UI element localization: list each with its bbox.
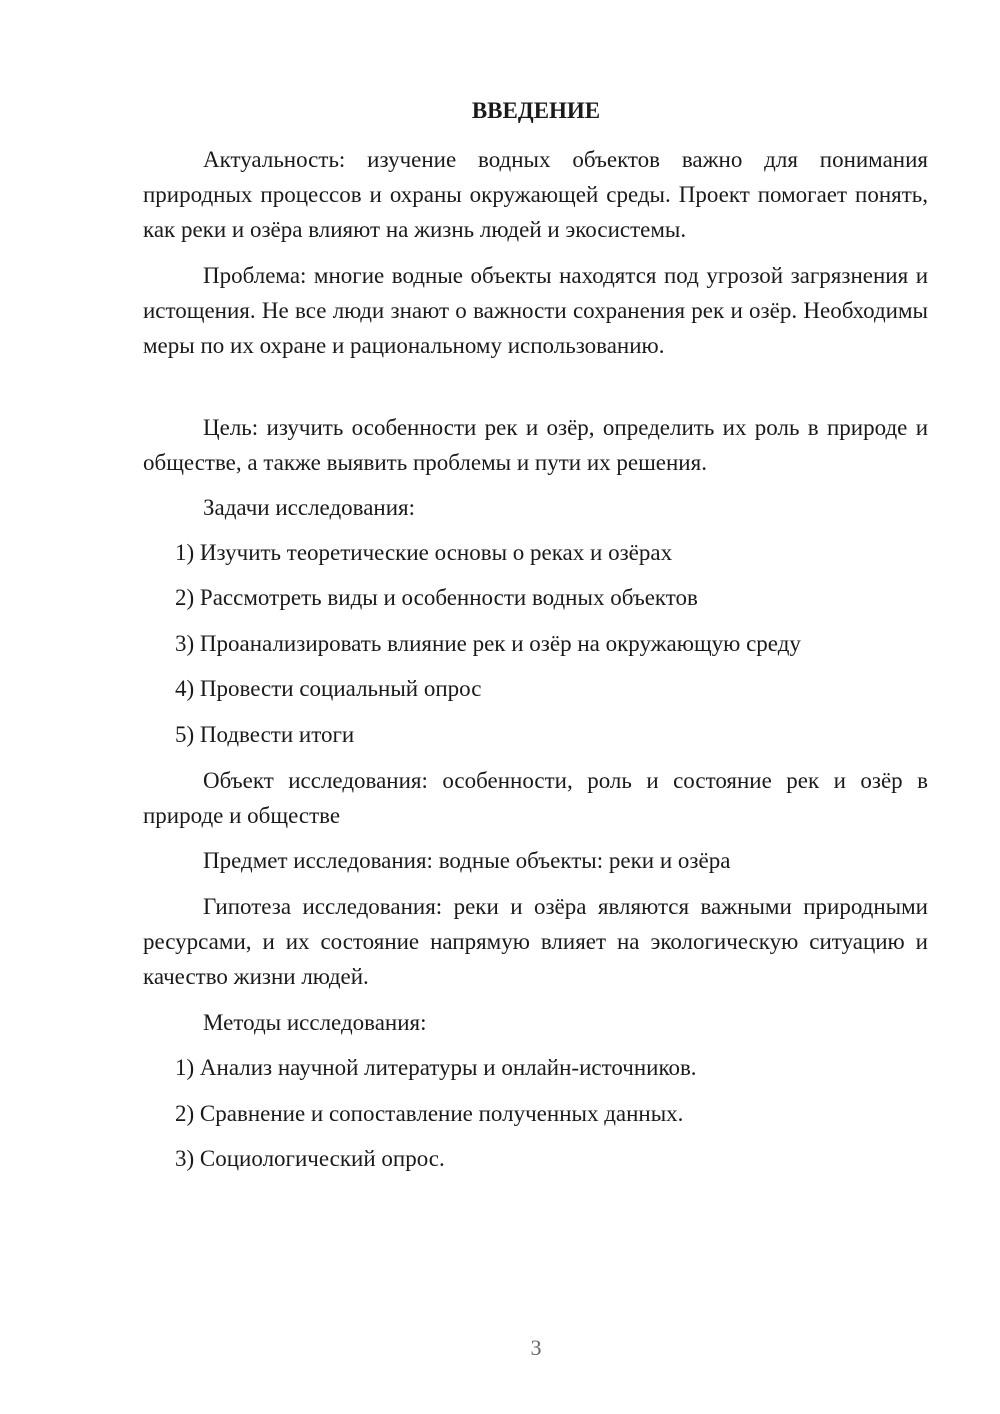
task-item: 3) Проанализировать влияние рек и озёр на окружающую среду (175, 631, 801, 656)
object-paragraph: Объект исследования: особенности, роль и состояние рек и озёр в природе и обществе (143, 768, 928, 828)
page-number: 3 (530, 1335, 542, 1360)
task-item: 5) Подвести итоги (175, 722, 355, 747)
page-title: ВВЕДЕНИЕ (471, 98, 601, 123)
task-item: 2) Рассмотреть виды и особенности водных объектов (175, 585, 698, 610)
method-item: 3) Социологический опрос. (175, 1146, 445, 1171)
methods-heading: Методы исследования: (203, 1010, 427, 1035)
problem-paragraph: Проблема: многие водные объекты находятся под угрозой загрязнения и истощения. Не все люди знают о важности сохранения рек и озёр. Необходимы меры по их охране и рациональному использованию. (143, 263, 928, 358)
goal-paragraph: Цель: изучить особенности рек и озёр, определить их роль в природе и обществе, а также выявить проблемы и пути их решения. (143, 415, 928, 475)
task-item: 4) Провести социальный опрос (175, 676, 482, 701)
relevance-paragraph: Актуальность: изучение водных объектов важно для понимания природных процессов и охраны окружающей среды. Проект помогает понять, как реки и озёра влияют на жизнь людей и экосистемы. (143, 147, 928, 242)
subject-line: Предмет исследования: водные объекты: реки и озёра (203, 848, 731, 873)
hypothesis-paragraph: Гипотеза исследования: реки и озёра являются важными природными ресурсами, и их состояние напрямую влияет на экологическую ситуацию и качество жизни людей. (143, 894, 928, 989)
task-item: 1) Изучить теоретические основы о реках и озёрах (175, 540, 673, 565)
method-item: 1) Анализ научной литературы и онлайн-источников. (175, 1055, 697, 1080)
tasks-heading: Задачи исследования: (203, 495, 416, 520)
method-item: 2) Сравнение и сопоставление полученных данных. (175, 1101, 684, 1126)
